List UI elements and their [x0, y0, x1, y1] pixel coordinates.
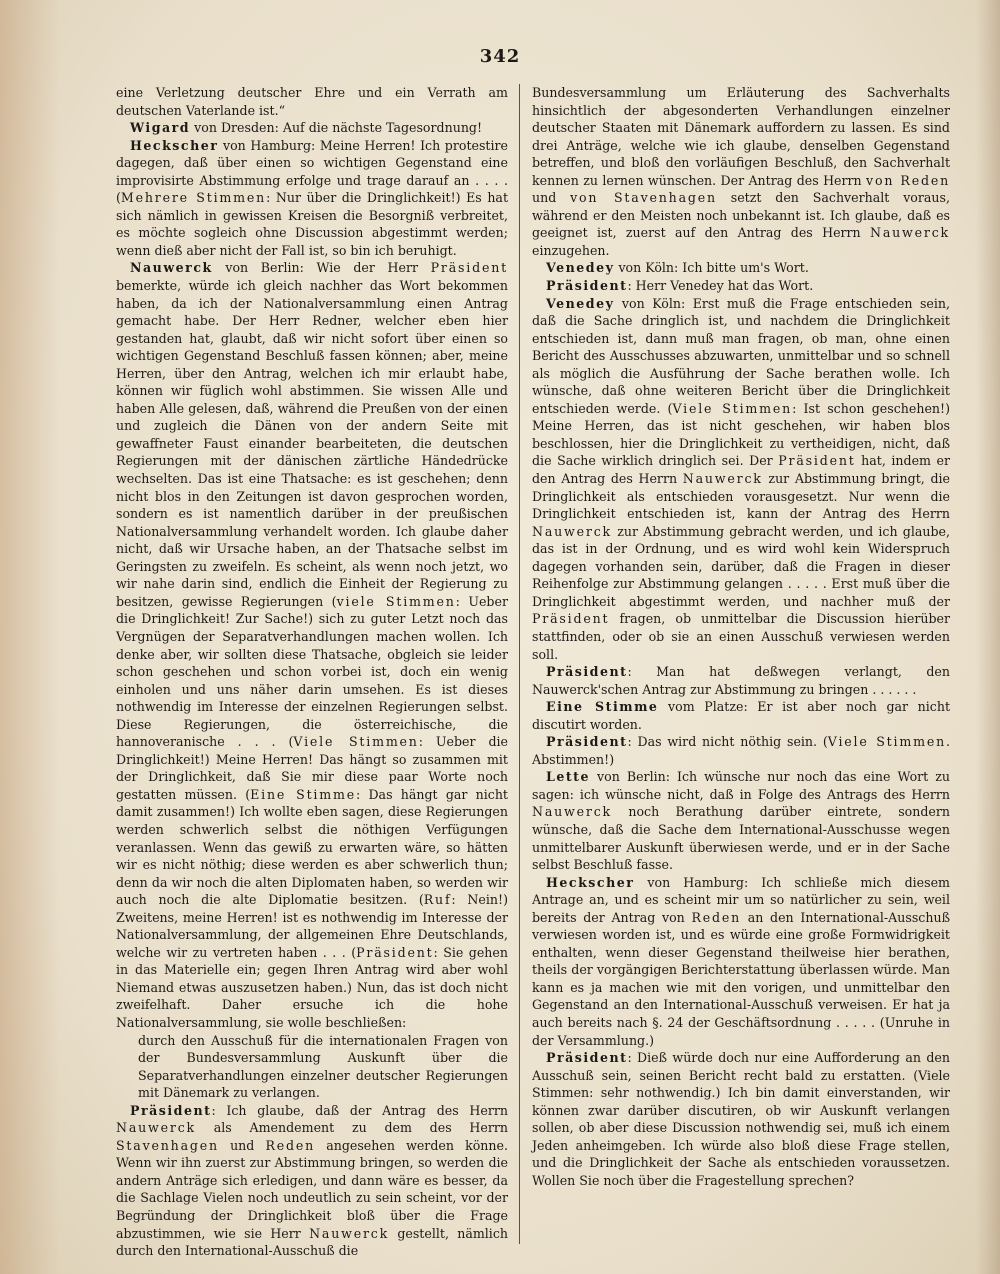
- text-run: fragen, ob unmittelbar die Discussion hierüber stattfinden, oder ob sie an einen Ausschuß verwiesen werden soll.: [532, 611, 950, 662]
- text-run: von Berlin: Wie der Herr: [212, 260, 431, 276]
- speaker-name: Präsident: [546, 1050, 628, 1066]
- speaker-name: Präsident: [546, 734, 628, 750]
- paragraph: [532, 663, 950, 698]
- spaced-name: Eine Stimme: [250, 786, 356, 802]
- paper-edge-shadow-left: [0, 0, 60, 1274]
- text-run: von Hamburg: Meine Herren! Ich protestire dagegen, daß über einen so wichtigen Gegenstand eine improvisirte Abstimmung erfolge und trage darauf an . . . . (: [116, 137, 508, 206]
- text-run: bemerkte, würde ich gleich nachher das Wort bekommen haben, da ich der Nationalversammlung einen Antrag gemacht habe. Der Herr Redner, welcher eben hier gestanden hat, glaubt, daß wir nicht sofort über einen so wichtigen Gegenstand Beschluß fassen können; aber, meine Herren, über den Antrag, welchen ich mir erlaubt habe, können wir füglich wohl abstimmen. Sie wissen Alle und haben Alle gelesen, daß, während die Preußen von der einen und zugleich die Dänen von der andern Seite mit gewaffneter Faust einander bearbeiteten, die deutschen Regierungen mit der dänischen zärtliche Händedrücke wechselten. Das ist eine Thatsache: es ist geschehen; denn nicht blos in den Zeitungen ist davon gesprochen worden, sondern es ist namentlich darüber in der preußischen Nationalversammlung verhandelt worden. Ich glaube daher nicht, daß wir Ursache haben, an der Thatsache selbst im Geringsten zu zweifeln. Es scheint, als wenn noch jetzt, wo wir nahe darin sind, endlich die Einheit der Regierung zu besitzen, gewisse Regierungen (: [116, 278, 508, 609]
- spaced-name: Nauwerck: [532, 523, 612, 539]
- text-run: setzt den Sachverhalt voraus, während er den Meisten noch unbekannt ist. Ich glaube, daß es geeignet ist, zuerst auf den Antrag des Herrn: [532, 190, 950, 241]
- text-run: : Dieß würde doch nur eine Aufforderung an den Ausschuß sein, seinen Bericht recht bald zu erstatten. (Viele Stimmen: sehr nothwendig.) Ich bin damit einverstanden, wir können zwar darüber discutiren, ob wir Auskunft verlangen sollen, ob aber diese Discussion nothwendig sei, muß ich einem Jeden anheimgeben. Ich würde also bloß diese Frage stellen, und die Dringlichkeit der Sache als entschieden voraussetzen. Wollen Sie noch über die Fragestellung sprechen?: [532, 1050, 950, 1188]
- paragraph: [532, 1049, 950, 1189]
- paragraph: [532, 295, 950, 663]
- spaced-name: von Reden: [866, 172, 950, 188]
- text-run: einzugehen.: [532, 242, 610, 258]
- spaced-name: Stavenhagen: [116, 1137, 219, 1153]
- speaker-name: Wigard: [130, 120, 191, 136]
- spaced-name: Präsident: [532, 611, 610, 627]
- text-run: von Köln: Erst muß die Frage entschieden sein, daß die Sache dringlich ist, und nachdem die Dringlichkeit entschieden ist, dann muß man fragen, ob man, ohne einen Bericht des Ausschusses abzuwarten, unmittelbar und so schnell als möglich die Ausführung der Sache berathen wolle. Ich wünsche, daß ohne weiteren Bericht über die Dringlichkeit entschieden werde. (: [532, 295, 950, 416]
- spaced-name: Viele Stimmen: [293, 734, 419, 750]
- text-run: : Das hängt gar nicht damit zusammen!) Ich wollte eben sagen, diese Regierungen werden schwerlich selbst die nöthigen Verfügungen veranlassen. Wenn das gewiß zu erwarten wäre, so hätten wir es nicht nöthig; diese werden es aber schwerlich thun; denn da wir noch die alten Diplomaten haben, so werden wir auch noch die alte Diplomatie besitzen. (: [116, 786, 508, 908]
- text-run: : Nur über die Dringlichkeit!) Es hat sich nämlich in gewissen Kreisen die Besorgniß verbreitet, es möchte sogleich ohne Discussion abgestimmt werden; wenn dieß aber nicht der Fall ist, so bin ich beruhigt.: [116, 190, 509, 258]
- paragraph: [116, 1102, 508, 1260]
- text-run: : Ich glaube, daß der Antrag des Herrn: [211, 1102, 508, 1118]
- text-run: von Köln: Ich bitte um's Wort.: [614, 260, 809, 276]
- text-run: von Hamburg: Ich schließe mich diesem Antrage an, und es scheint mir um so natürlicher zu sein, weil bereits der Antrag von: [532, 874, 950, 925]
- spaced-name: Nauwerck: [682, 471, 763, 487]
- text-run: eine Verletzung deutscher Ehre und ein Verrath am deutschen Vaterlande ist.“: [116, 85, 508, 118]
- text-run: hat, indem er den Antrag des Herrn: [532, 453, 950, 487]
- speaker-name: Präsident: [546, 664, 628, 680]
- paper-edge-shadow-right: [976, 0, 1000, 1274]
- paragraph: [532, 698, 950, 733]
- motion-text: [138, 1032, 508, 1102]
- paragraph: [532, 874, 950, 1049]
- text-run: und: [218, 1137, 266, 1153]
- paragraph: [532, 84, 950, 259]
- spaced-name: Viele Stimmen: [672, 400, 793, 416]
- text-run: vom Platze: Er ist aber noch gar nicht discutirt worden.: [532, 699, 951, 732]
- column-divider: [519, 84, 520, 1244]
- paragraph: [532, 768, 950, 873]
- text-run: zur Abstimmung bringt, die Dringlichkeit als entschieden vorausgesetzt. Nur wenn die Dringlichkeit entschieden ist, kann der Antrag des Herrn: [532, 471, 950, 522]
- left-column: [116, 84, 509, 1259]
- speaker-name: Heckscher: [130, 137, 219, 153]
- text-run: zur Abstimmung gebracht werden, und ich glaube, das ist in der Ordnung, und es wird wohl kein Widerspruch dagegen vorhanden sein, darüber, daß die Fragen in dieser Reihenfolge zur Abstimmung gelangen . . . . . Erst muß über die Dringlichkeit abgestimmt werden, und nachher muß der: [532, 523, 950, 609]
- spaced-name: viele Stimmen: [336, 593, 456, 609]
- spaced-name: Präsident: [430, 260, 508, 276]
- text-run: noch Berathung darüber eintrete, sondern wünsche, daß die Sache dem International-Ausschusse wegen unmittelbarer Auskunft überwiesen werde, und er in der Sache selbst Beschluß fasse.: [532, 804, 950, 873]
- text-run: : Herr Venedey hat das Wort.: [627, 278, 814, 294]
- spaced-name: Nauwerck: [309, 1225, 390, 1241]
- text-run: gestellt, nämlich durch den International-Ausschuß die: [116, 1225, 508, 1259]
- text-run: von Berlin: Ich wünsche nur noch das eine Wort zu sagen: ich wünsche nicht, daß in Folge des Antrags des Herrn: [532, 769, 950, 802]
- spaced-name: Präsident: [356, 944, 434, 960]
- spaced-name: Nauwerck: [870, 225, 950, 241]
- text-run: : Ist schon geschehen!) Meine Herren, das ist nicht geschehen, wir haben blos beschlossen, hier die Dringlichkeit zu vertheidigen, nicht, daß die Sache wirklich dringlich sei. Der: [532, 400, 950, 469]
- right-column: [532, 84, 950, 1244]
- spaced-name: Mehrere Stimmen: [120, 190, 267, 206]
- spaced-name: Präsident: [778, 453, 856, 469]
- text-run: : Ueber die Dringlichkeit!) Meine Herren! Das hängt so zusammen mit der Dringlichkeit, daß Sie mir diese paar Worte noch gestatten müssen. (: [116, 734, 508, 802]
- spaced-name: Viele Stimmen: [827, 734, 946, 750]
- paragraph: [116, 119, 508, 137]
- speaker-name: Nauwerck: [130, 260, 213, 276]
- spaced-name: Reden: [265, 1137, 316, 1153]
- spaced-name: Ruf: [423, 892, 452, 908]
- paragraph: [532, 733, 950, 768]
- paragraph: [116, 137, 508, 260]
- text-run: und: [532, 190, 571, 206]
- text-run: an den International-Ausschuß verwiesen worden ist, und es würde eine große Formwidrigkeit enthalten, wenn dieser Gegenstand theilweise hier berathen, theils der vorgängigen Berichterstattung überlassen würde. Man kann es ja machen wie mit den vorigen, und unmittelbar den Gegenstand an den International-Ausschuß verweisen. Er hat ja auch bereits nach §. 24 der Geschäftsordnung . . . . . (Unruhe in der Versammlung.): [532, 909, 950, 1048]
- page-number: 342: [479, 46, 521, 67]
- text-run: : Sie gehen in das Materielle ein; gegen Ihren Antrag wird aber wohl Niemand etwas auszusetzen haben.) Nun, das ist doch nicht zweifelhaft. Daher ersuche ich die hohe Nationalversammlung, sie wolle beschließen:: [116, 944, 508, 1030]
- text-run: durch den Ausschuß für die internationalen Fragen von der Bundesversammlung Auskunft über die Separatverhandlungen einzelner deutscher Regierungen mit Dänemark zu verlangen.: [138, 1032, 508, 1101]
- text-run: : Nein!) Zweitens, meine Herren! ist es nothwendig im Interesse der Nationalversammlung, der allgemeinen Ehre Deutschlands, welche wir zu vertreten haben . . . (: [116, 892, 508, 960]
- paragraph: [532, 277, 950, 295]
- text-run: : Das wird nicht nöthig sein. (: [627, 734, 828, 750]
- paragraph: [116, 259, 508, 1031]
- text-run: : Man hat deßwegen verlangt, den Nauwerck'schen Antrag zur Abstimmung zu bringen . . . . . .: [532, 664, 950, 697]
- speaker-name: Präsident: [546, 278, 628, 294]
- text-run: als Amendement zu dem des Herrn: [195, 1120, 508, 1136]
- spaced-name: von Stavenhagen: [570, 190, 717, 206]
- speaker-name: Venedey: [546, 295, 615, 311]
- spaced-name: Nauwerck: [532, 804, 612, 820]
- paragraph: [532, 259, 950, 277]
- spaced-name: Nauwerck: [116, 1120, 196, 1136]
- text-run: Bundesversammlung um Erläuterung des Sachverhalts hinsichtlich der abgesonderten Verhandlungen einzelner deutscher Staaten mit Dänemark auffordern zu lassen. Es sind drei Anträge, welche wie ich glaube, denselben Gegenstand betreffen, und bloß den vorläufigen Beschluß, den Sachverhalt kennen zu lernen wünschen. Der Antrag des Herrn: [532, 85, 950, 188]
- speaker-name: Eine Stimme: [546, 699, 659, 715]
- text-run: von Dresden: Auf die nächste Tagesordnung!: [190, 120, 483, 136]
- text-run: . Abstimmen!): [532, 734, 951, 767]
- speaker-name: Präsident: [130, 1102, 212, 1118]
- speaker-name: Venedey: [546, 260, 615, 276]
- speaker-name: Lette: [546, 769, 591, 785]
- text-run: angesehen werden könne. Wenn wir ihn zuerst zur Abstimmung bringen, so werden die andern Anträge sich erledigen, und dann wäre es besser, da die Sachlage Vielen noch undeutlich zu sein scheint, vor der Begründung der Dringlichkeit bloß über die Frage abzustimmen, wie sie Herr: [116, 1137, 508, 1241]
- speaker-name: Heckscher: [546, 874, 635, 890]
- spaced-name: Reden: [691, 909, 742, 925]
- paragraph: [116, 84, 508, 119]
- text-run: : Ueber die Dringlichkeit! Zur Sache!) sich zu guter Letzt noch das Vergnügen der Separatverhandlungen machen wollen. Ich denke aber, wir sollten diese Thatsache, obgleich sie leider schon geschehen und schon vorbei ist, doch ein wenig einholen und uns näher darin umsehen. Es ist dieses nothwendig im Interesse der einzelnen Regierungen selbst. Diese Regierungen, die österreichische, die hannoveranische . . . (: [116, 593, 508, 750]
